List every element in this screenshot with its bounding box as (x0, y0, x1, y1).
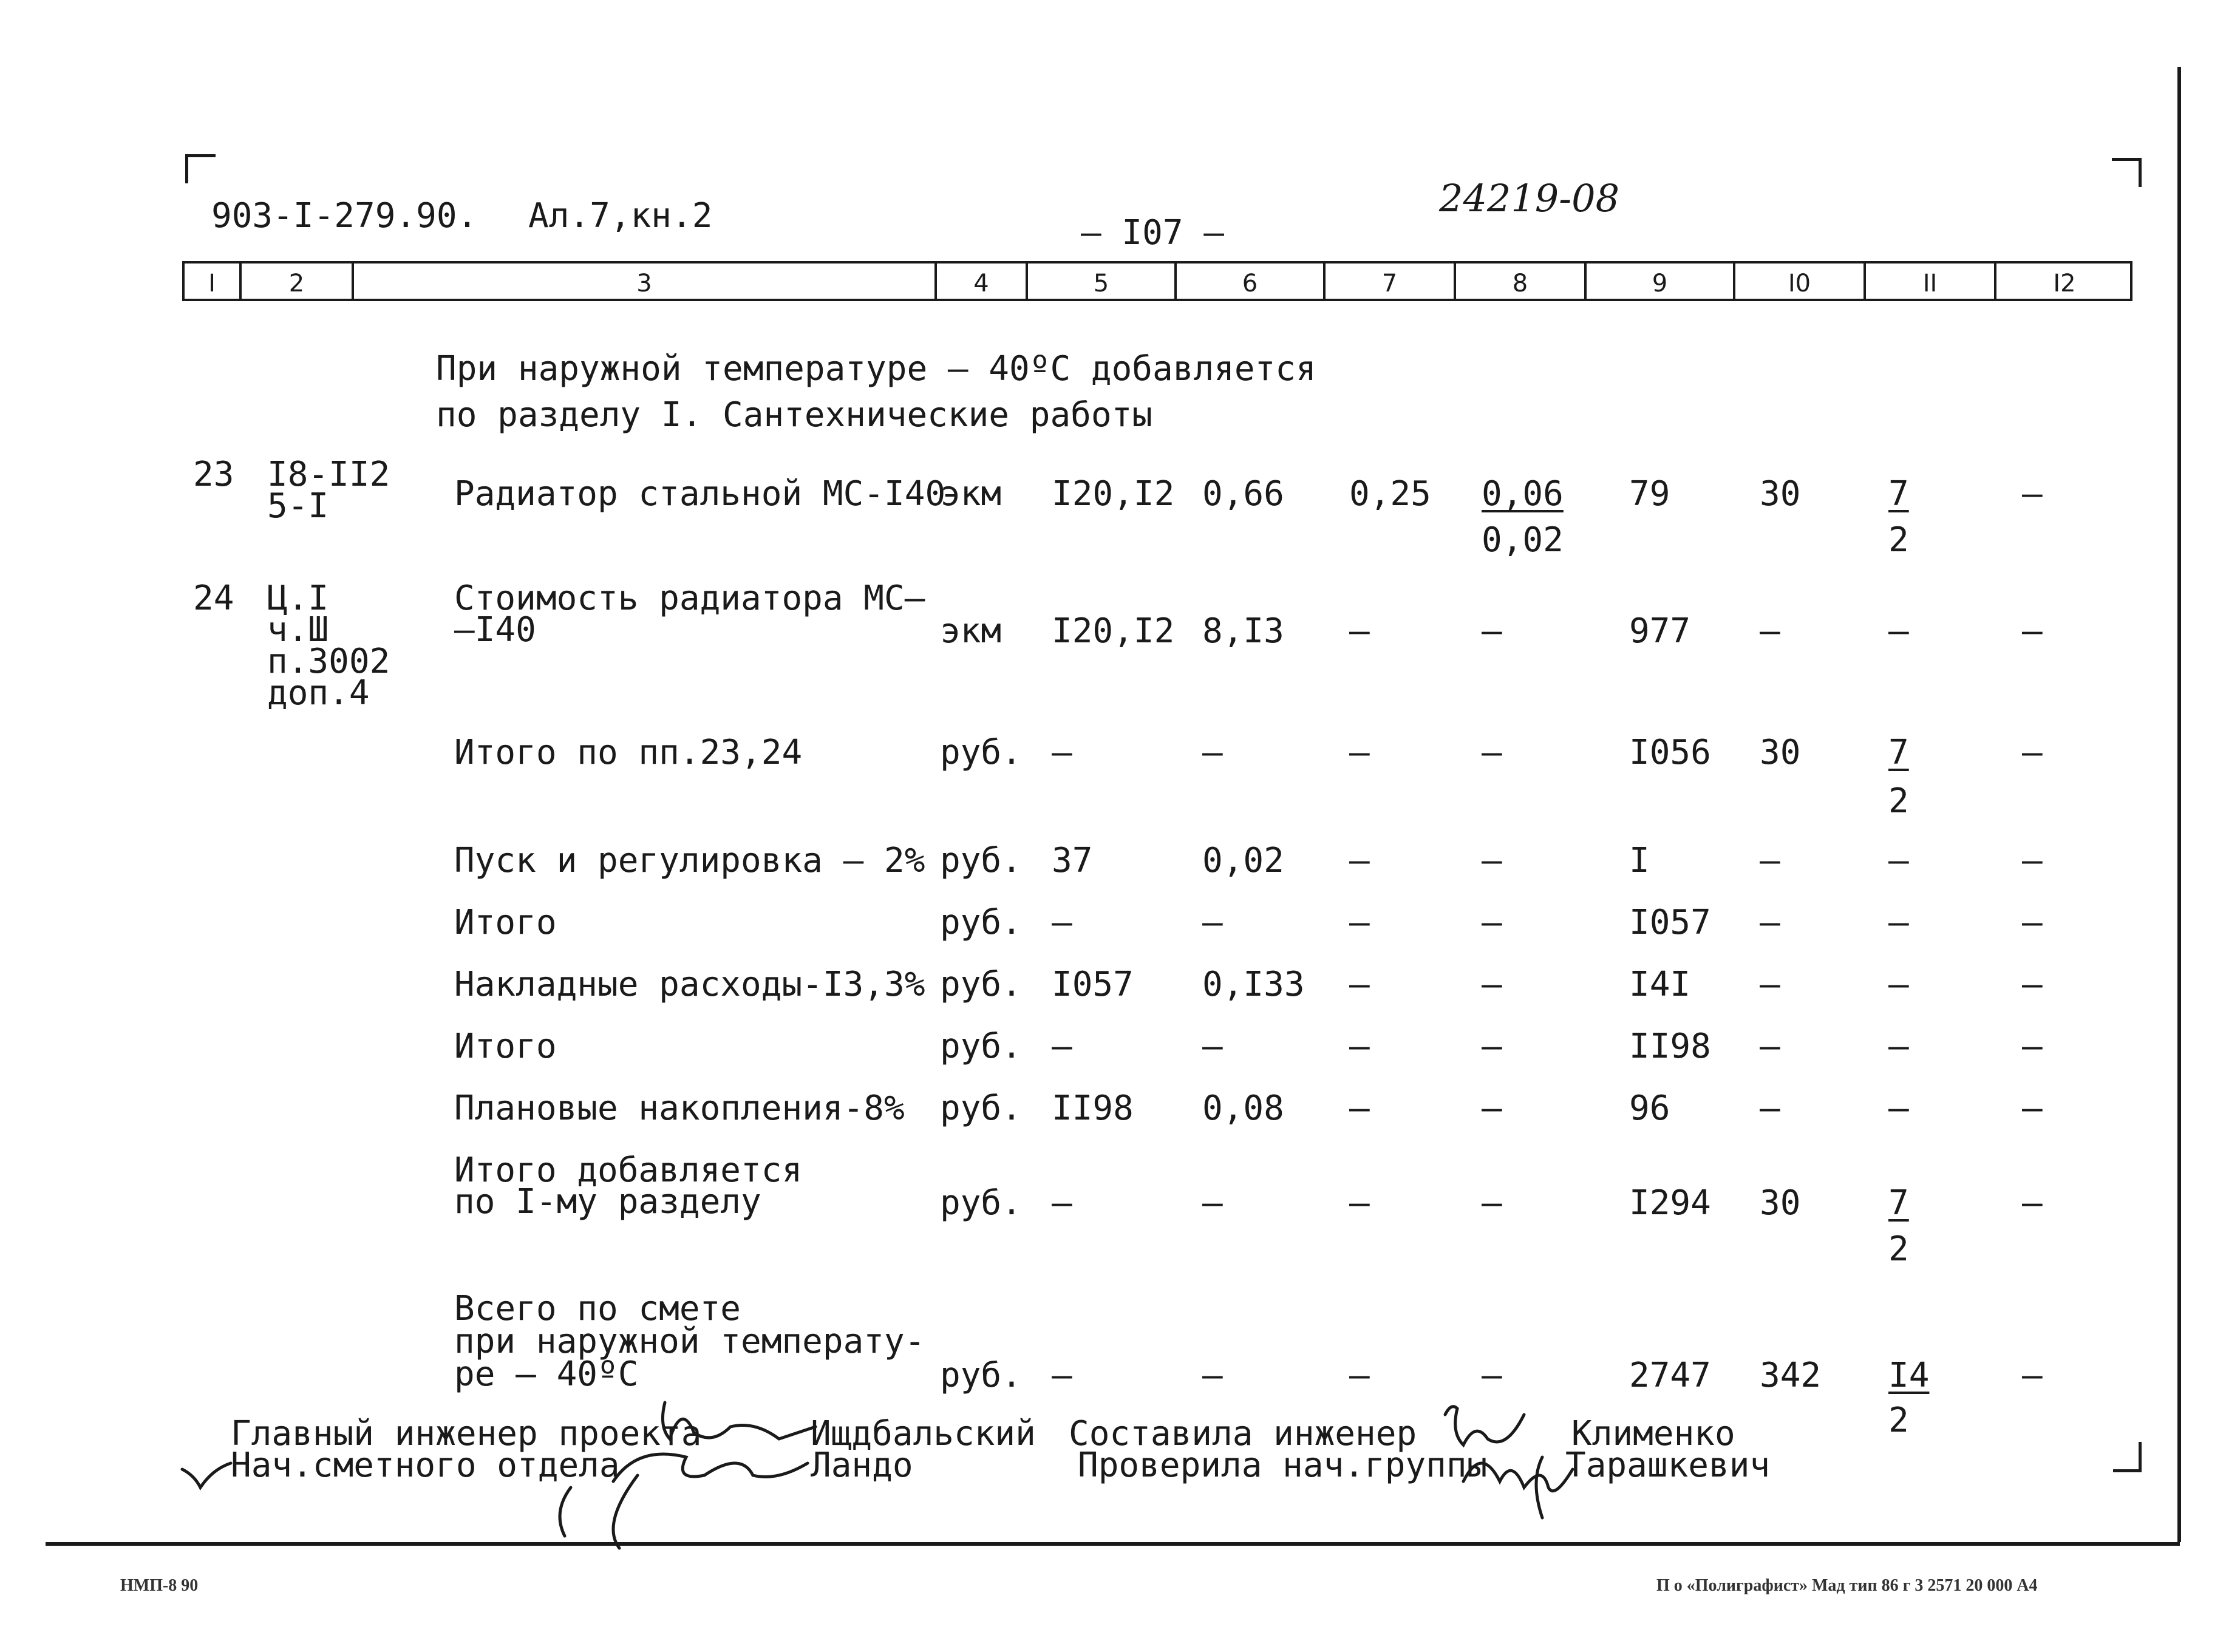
check-mark (182, 1463, 231, 1487)
col11-value-bottom: 2 (1888, 520, 1909, 560)
col5-value: – (1052, 1027, 1072, 1066)
item-name: Итого добавляется (454, 1151, 803, 1190)
item-name: при наружной температу- (454, 1322, 925, 1361)
item-name: Радиатор стальной МС-I40 (454, 474, 946, 514)
footer-left-imprint: НМП-8 90 (120, 1576, 199, 1595)
row-number: 24 (193, 579, 234, 618)
col7-value: – (1349, 1089, 1370, 1128)
col7-value: – (1349, 841, 1370, 880)
signature-name-checker: Тарашкевич (1565, 1446, 1771, 1485)
col5-value: – (1052, 733, 1072, 772)
col8-value-bottom: 0,02 (1482, 520, 1564, 560)
item-name: Итого по пп.23,24 (454, 733, 803, 772)
col12-value: – (2022, 611, 2043, 651)
col10-value: – (1760, 611, 1780, 651)
col11-value-bottom: 2 (1888, 1401, 1909, 1440)
signature-scribble-klimenko (1445, 1407, 1524, 1445)
col10-value: 30 (1760, 1183, 1801, 1223)
col7-value: – (1349, 1183, 1370, 1223)
col9-value: I057 (1629, 903, 1711, 942)
col9-value: II98 (1629, 1027, 1711, 1066)
doc-code: 903-I-279.90. (211, 196, 478, 236)
unit: экм (940, 611, 1002, 651)
col12-value: – (2022, 841, 2043, 880)
col11-value: – (1888, 1027, 1909, 1066)
col5-value: – (1052, 903, 1072, 942)
item-name: Накладные расходы-I3,3% (454, 965, 925, 1004)
col10-value: – (1760, 903, 1780, 942)
col11-value: – (1888, 903, 1909, 942)
norm-code-line: ч.Ш (267, 610, 329, 650)
col10-value: – (1760, 1027, 1780, 1066)
intro-line-1: При наружной температуре – 40ºС добавляется (436, 349, 1316, 389)
col-header-2: 2 (288, 270, 305, 297)
col5-value: II98 (1052, 1089, 1134, 1128)
norm-code-line: 5-I (267, 486, 329, 526)
col11-value-bottom: 2 (1888, 1229, 1909, 1269)
col7-value: – (1349, 1027, 1370, 1066)
unit: руб. (940, 841, 1022, 880)
item-name: ре – 40ºС (454, 1355, 639, 1394)
col-header-8: 8 (1512, 270, 1528, 297)
col12-value: – (2022, 1089, 2043, 1128)
col7-value: – (1349, 903, 1370, 942)
col9-value: I4I (1629, 965, 1691, 1004)
col11-value-bottom: 2 (1888, 781, 1909, 821)
col6-value: – (1202, 1183, 1223, 1223)
unit: руб. (940, 903, 1022, 942)
item-name: Итого (454, 1027, 557, 1066)
col5-value: I057 (1052, 965, 1134, 1004)
col-header-3: 3 (636, 270, 652, 297)
col8-value: – (1482, 965, 1502, 1004)
item-name: Стоимость радиатора МС– (454, 579, 925, 618)
norm-code-line: Ц.I (267, 579, 329, 618)
norm-code-line: I8-II2 (267, 455, 390, 494)
col7-value: – (1349, 1356, 1370, 1395)
norm-code-line: п.3002 (267, 642, 390, 681)
col12-value: – (2022, 1183, 2043, 1223)
col11-value: – (1888, 1089, 1909, 1128)
item-name: по I-му разделу (454, 1182, 761, 1222)
signature-title-estimate-head: Нач.сметного отдела (231, 1446, 620, 1485)
col11-value: – (1888, 965, 1909, 1004)
signature-scribble-lando (560, 1454, 808, 1548)
col-header-6: 6 (1242, 270, 1258, 297)
signature-scribble-chief (662, 1402, 815, 1439)
signature-name-chief-engineer: Ищдбальский (811, 1414, 1036, 1453)
col-header-5: 5 (1093, 270, 1109, 297)
col9-value: I056 (1629, 733, 1711, 772)
col6-value: – (1202, 903, 1223, 942)
col12-value: – (2022, 1356, 2043, 1395)
col11-value: – (1888, 841, 1909, 880)
col8-value: – (1482, 903, 1502, 942)
col-header-1: I (208, 270, 216, 297)
unit: экм (940, 474, 1002, 514)
col11-numerator: 7 (1888, 1183, 1909, 1223)
col9-value: I (1629, 841, 1650, 880)
unit: руб. (940, 1183, 1022, 1223)
col9-value: 2747 (1629, 1356, 1711, 1395)
col12-value: – (2022, 903, 2043, 942)
col9-value: 79 (1629, 474, 1670, 514)
col6-value: – (1202, 1356, 1223, 1395)
col10-value: 30 (1760, 733, 1801, 772)
col-header-7: 7 (1381, 270, 1398, 297)
unit: руб. (940, 1089, 1022, 1128)
col12-value: – (2022, 965, 2043, 1004)
unit: руб. (940, 965, 1022, 1004)
col8-value: – (1482, 1183, 1502, 1223)
unit: руб. (940, 733, 1022, 772)
col12-value: – (2022, 474, 2043, 514)
col8-value: – (1482, 611, 1502, 651)
signature-name-estimate-head: Ландо (811, 1446, 913, 1485)
col5-value: I20,I2 (1052, 474, 1175, 514)
col-header-10: I0 (1788, 270, 1811, 297)
item-name: Итого (454, 903, 557, 942)
col6-value: 0,08 (1202, 1089, 1284, 1128)
col10-value: 30 (1760, 474, 1801, 514)
col10-value: – (1760, 965, 1780, 1004)
col5-value: – (1052, 1356, 1072, 1395)
col6-value: – (1202, 733, 1223, 772)
col7-value: 0,25 (1349, 474, 1431, 514)
col9-value: 96 (1629, 1089, 1670, 1128)
signature-title-compiler: Составила инженер (1069, 1414, 1417, 1453)
col11-value: – (1888, 611, 1909, 651)
col11-numerator: 7 (1888, 733, 1909, 772)
col11-numerator: 7 (1888, 474, 1909, 514)
item-name: Плановые накопления-8% (454, 1089, 905, 1128)
col9-value: I294 (1629, 1183, 1711, 1223)
col6-value: 0,I33 (1202, 965, 1305, 1004)
item-name: Пуск и регулировка – 2% (454, 841, 925, 880)
col12-value: – (2022, 733, 2043, 772)
signature-scribble-tarashkevich (1463, 1457, 1573, 1518)
col8-value: – (1482, 733, 1502, 772)
intro-line-2: по разделу I. Сантехнические работы (436, 395, 1153, 435)
col-header-4: 4 (973, 270, 989, 297)
col6-value: 8,I3 (1202, 611, 1284, 651)
signature-name-compiler: Клименко (1571, 1414, 1735, 1453)
col9-value: 977 (1629, 611, 1691, 651)
col-header-12: I2 (2053, 270, 2076, 297)
footer-right-imprint: П о «Полиграфист» Мад тип 86 г 3 2571 20 000 А4 (1656, 1576, 2038, 1595)
item-name: Всего по смете (454, 1289, 741, 1328)
col-header-9: 9 (1652, 270, 1668, 297)
page-number: — I07 — (1081, 213, 1225, 253)
handwritten-doc-number: 24219-08 (1439, 176, 1620, 220)
col5-value: – (1052, 1183, 1072, 1223)
col10-value: 342 (1760, 1356, 1822, 1395)
col10-value: – (1760, 1089, 1780, 1128)
col8-value: – (1482, 1027, 1502, 1066)
col7-value: – (1349, 965, 1370, 1004)
norm-code-line: доп.4 (267, 673, 370, 713)
album-ref: Ал.7,кн.2 (528, 196, 713, 236)
col6-value: 0,66 (1202, 474, 1284, 514)
col11-numerator: I4 (1888, 1356, 1930, 1395)
item-name: –I40 (454, 610, 536, 650)
col5-value: 37 (1052, 841, 1093, 880)
col5-value: I20,I2 (1052, 611, 1175, 651)
col6-value: 0,02 (1202, 841, 1284, 880)
col-header-11: II (1922, 270, 1938, 297)
col8-value: – (1482, 1089, 1502, 1128)
signature-title-checker: Проверила нач.группы (1078, 1446, 1488, 1485)
row-number: 23 (193, 455, 234, 494)
col12-value: – (2022, 1027, 2043, 1066)
col6-value: – (1202, 1027, 1223, 1066)
unit: руб. (940, 1027, 1022, 1066)
col8-numerator: 0,06 (1482, 474, 1564, 514)
col10-value: – (1760, 841, 1780, 880)
unit: руб. (940, 1356, 1022, 1395)
col8-value: – (1482, 1356, 1502, 1395)
col8-value: – (1482, 841, 1502, 880)
col7-value: – (1349, 611, 1370, 651)
signature-title-chief-engineer: Главный инженер проекта (231, 1414, 702, 1453)
col7-value: – (1349, 733, 1370, 772)
